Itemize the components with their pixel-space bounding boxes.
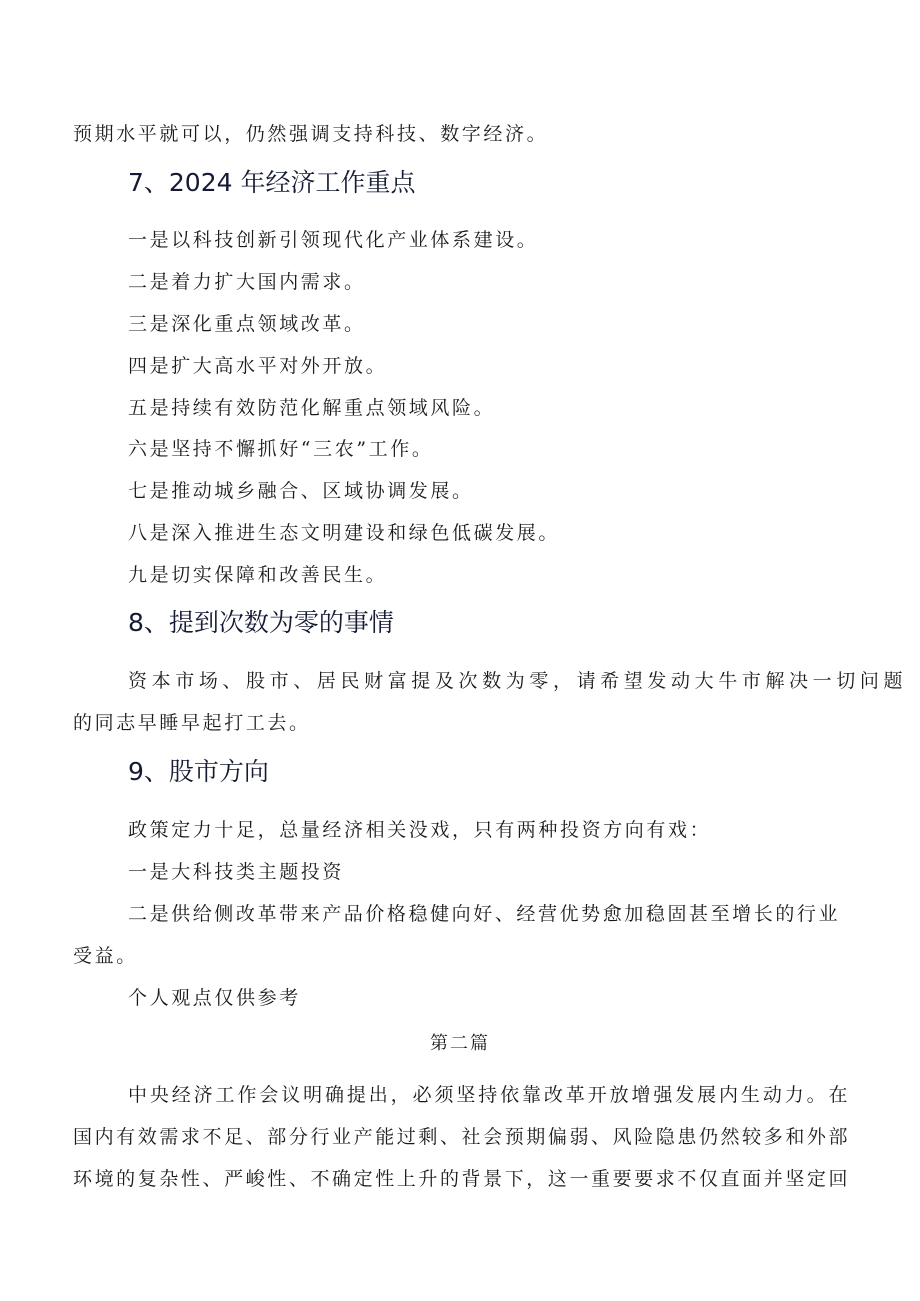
section-8-paragraph-line-2: 的同志早睡早起打工去。 bbox=[73, 712, 311, 734]
list-item: 五是持续有效防范化解重点领域风险。 bbox=[128, 397, 496, 419]
section-9-intro: 政策定力十足，总量经济相关没戏，只有两种投资方向有戏： bbox=[128, 819, 712, 841]
part-2-line-1: 中央经济工作会议明确提出，必须坚持依靠改革开放增强发展内生动力。在 bbox=[128, 1084, 849, 1106]
list-item: 九是切实保障和改善民生。 bbox=[128, 564, 388, 586]
section-9-heading: 9、股市方向 bbox=[128, 757, 269, 786]
list-item: 四是扩大高水平对外开放。 bbox=[128, 355, 388, 377]
section-8-heading: 8、提到次数为零的事情 bbox=[128, 608, 394, 637]
section-8-paragraph-line-1: 资本市场、股市、居民财富提及次数为零，请希望发动大牛市解决一切问题 bbox=[128, 670, 904, 692]
section-9-item-2-line-2: 受益。 bbox=[73, 945, 138, 967]
section-9-item-1: 一是大科技类主题投资 bbox=[128, 861, 345, 883]
list-item: 六是坚持不懈抓好“三农”工作。 bbox=[128, 438, 434, 460]
part-2-line-3: 环境的复杂性、严峻性、不确定性上升的背景下，这一重要要求不仅直面并坚定回 bbox=[73, 1168, 849, 1190]
section-7-heading: 7、2024 年经济工作重点 bbox=[128, 168, 416, 197]
intro-tail-text: 预期水平就可以，仍然强调支持科技、数字经济。 bbox=[73, 123, 549, 145]
list-item: 二是着力扩大国内需求。 bbox=[128, 271, 366, 293]
list-item: 一是以科技创新引领现代化产业体系建设。 bbox=[128, 229, 539, 251]
section-9-item-2-line-1: 二是供给侧改革带来产品价格稳健向好、经营优势愈加稳固甚至增长的行业 bbox=[128, 903, 839, 925]
list-item: 三是深化重点领域改革。 bbox=[128, 313, 366, 335]
list-item: 七是推动城乡融合、区域协调发展。 bbox=[128, 480, 474, 502]
part-2-line-2: 国内有效需求不足、部分行业产能过剩、社会预期偏弱、风险隐患仍然较多和外部 bbox=[73, 1126, 849, 1148]
part-2-title: 第二篇 bbox=[430, 1033, 490, 1054]
list-item: 八是深入推进生态文明建设和绿色低碳发展。 bbox=[128, 522, 561, 544]
section-9-note: 个人观点仅供参考 bbox=[128, 987, 301, 1009]
